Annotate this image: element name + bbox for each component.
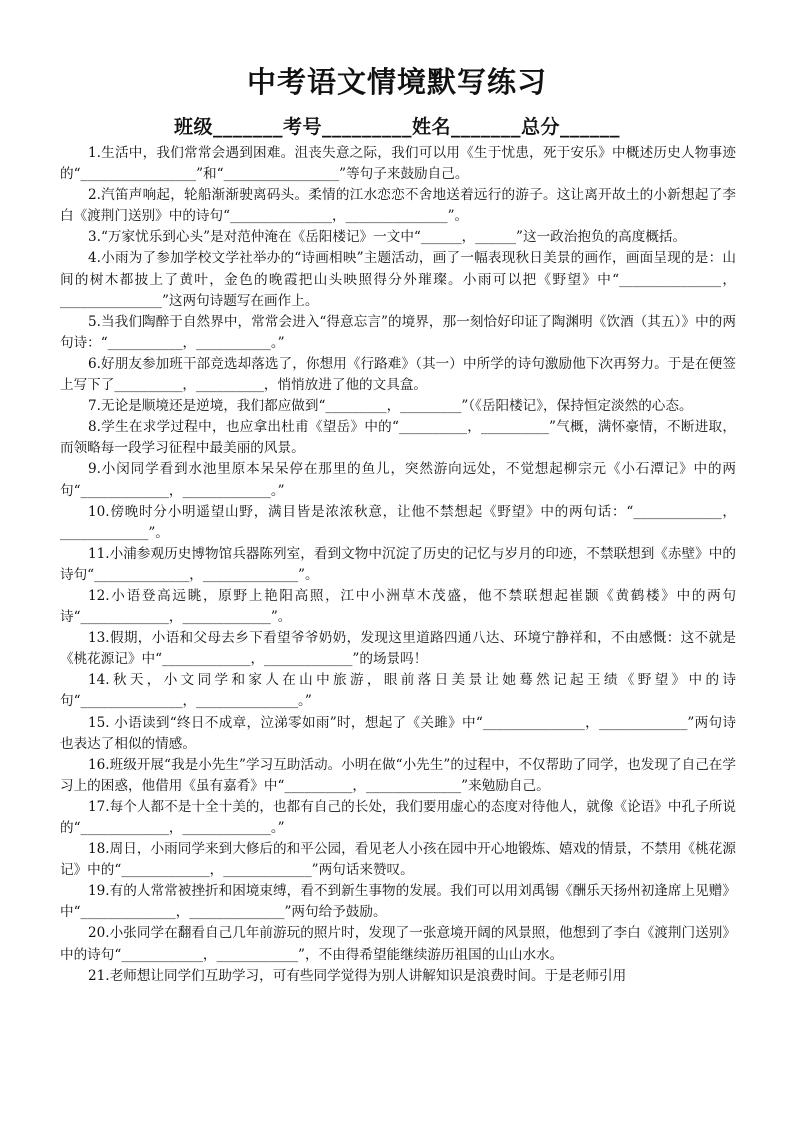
question-item: 1.生活中，我们常常会遇到困难。沮丧失意之际，我们可以用《生于忧患，死于安乐》中概述历史人物事迹的“_________________”和“_________________”等句子来鼓励自己。 xyxy=(60,145,736,183)
question-item: 11.小浦参观历史博物馆兵器陈列室，看到文物中沉淀了历史的记忆与岁月的印迹，不禁联想到《赤壁》中的诗句“______________，______________”。 xyxy=(60,545,736,583)
question-item: 10.傍晚时分小明遥望山野，满目皆是浓浓秋意，让他不禁想起《野望》中的两句话：“_____________，_____________”。 xyxy=(60,503,736,541)
question-item: 16.班级开展“我是小先生”学习互助活动。小明在做“小先生”的过程中，不仅帮助了同学，也发现了自己在学习上的困惑，他借用《虽有嘉肴》中“__________，______________”来勉励自己。 xyxy=(60,756,736,794)
question-item: 7.无论是顺境还是逆境，我们都应做到“_________，_________”（《岳阳楼记》，保持恒定淡然的心态。 xyxy=(88,398,693,415)
question-item: 2.汽笛声响起，轮船渐渐驶离码头。柔情的江水恋恋不舍地送着远行的游子。这让离开故土的小新想起了李白《渡荆门送别》中的诗句“_______________，_______________”。 xyxy=(60,187,736,225)
question-item: 3.“万家忧乐到心头”是对范仲淹在《岳阳楼记》一文中“______，______”这一政治抱负的高度概括。 xyxy=(88,229,687,246)
question-item: 20.小张同学在翻看自己几年前游玩的照片时，发现了一张意境开阔的风景照，他想到了李白《渡荆门送别》中的诗句“____________，____________”，不由得希望能继续游历祖国的山山水水。 xyxy=(60,925,736,963)
question-item: 9.小闵同学看到水池里原本呆呆停在那里的鱼儿，突然游向远处，不觉想起柳宗元《小石潭记》中的两句“_____________，_____________。” xyxy=(60,461,736,499)
student-info-line: 班级_______考号_________姓名_______总分______ xyxy=(173,116,620,138)
question-item: 12.小语登高远眺，原野上艳阳高照，江中小洲草木茂盛，他不禁联想起崔颢《黄鹤楼》中的两句诗“_____________，_____________”。 xyxy=(60,587,736,626)
question-item: 17.每个人都不是十全十美的，也都有自己的长处，我们要用虚心的态度对待他人，就像《论语》中孔子所说的“_____________，_____________。” xyxy=(60,798,736,836)
question-item: 8.学生在求学过程中，也应拿出杜甫《望岳》中的“__________，__________”气概，满怀豪情，不断进取，而领略每一段学习征程中最美丽的风景。 xyxy=(60,419,736,457)
question-item: 14.秋天，小文同学和家人在山中旅游，眼前落日美景让她蓦然记起王绩《野望》中的诗句“_______________，_______________。” xyxy=(60,672,736,710)
question-item: 13.假期，小语和父母去乡下看望爷爷奶奶，发现这里道路四通八达、环境宁静祥和，不由感慨：这不就是《桃花源记》中“_____________，_____________”的场景吗！ xyxy=(60,630,736,668)
question-list xyxy=(60,143,736,987)
question-item: 19.有的人常常被挫折和困境束缚，看不到新生事物的发展。我们可以用刘禹锡《酬乐天扬州初逢席上见赠》中“______________，______________”两句给予鼓励。 xyxy=(60,883,736,921)
question-item: 18.周日，小雨同学来到大修后的和平公园，看见老人小孩在园中开心地锻炼、嬉戏的情景，不禁用《桃花源记》中的“_____________，_____________”两句话来赞叹。 xyxy=(60,841,736,879)
question-item: 6.好朋友参加班干部竞选却落选了，你想用《行路难》（其一）中所学的诗句激励他下次再努力。于是在便签上写下了__________，__________，悄悄放进了他的文具盒。 xyxy=(60,355,736,394)
question-item: 15. 小语读到“终日不成章，泣涕零如雨”时，想起了《关雎》中“_______________，_____________”两句诗也表达了相似的情感。 xyxy=(60,714,736,752)
question-item: 4.小雨为了参加学校文学社举办的“诗画相映”主题活动，画了一幅表现秋日美景的画作，画面呈现的是：山间的树木都披上了黄叶，金色的晚霞把山头映照得分外璀璨。小雨可以把《野望》中“_______________，_______________”这两句诗题写在画作上。 xyxy=(60,250,736,309)
question-item: 5.当我们陶醉于自然界中，常常会进入“得意忘言”的境界，那一刻恰好印证了陶渊明《饮酒（其五）》中的两句诗：“___________，___________。” xyxy=(60,313,736,351)
page-title: 中考语文情境默写练习 xyxy=(246,65,547,99)
question-item: 21.老师想让同学们互助学习，可有些同学觉得为别人讲解知识是浪费时间。于是老师引用 xyxy=(88,967,627,984)
